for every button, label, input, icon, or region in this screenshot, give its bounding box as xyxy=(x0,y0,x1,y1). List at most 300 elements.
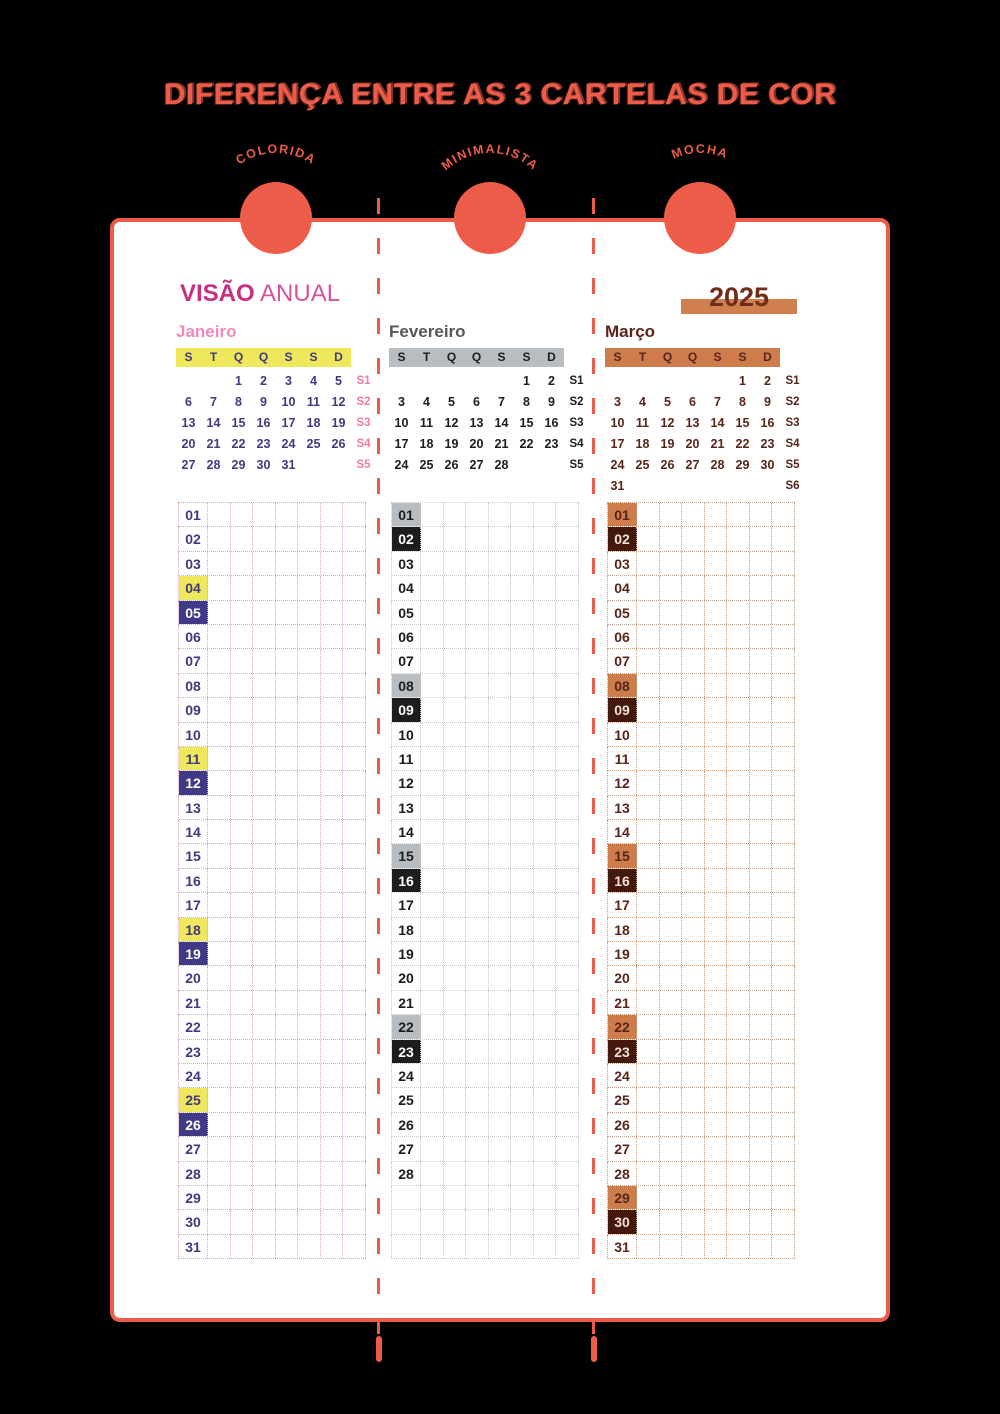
tracker-grid-cell xyxy=(444,942,467,965)
tracker-grid-cell xyxy=(298,698,321,721)
tracker-grid-cell xyxy=(511,966,534,989)
palette-tab-arc xyxy=(615,142,785,216)
mini-calendar-day-cell: 16 xyxy=(760,416,775,430)
tracker-grid-cell xyxy=(534,820,557,843)
day-row xyxy=(391,966,579,990)
tracker-grid-cell xyxy=(637,893,660,916)
tracker-grid-cell xyxy=(444,844,467,867)
mini-calendar-day-cell: 29 xyxy=(231,458,246,472)
mini-calendar xyxy=(389,371,589,476)
tracker-grid-cell xyxy=(637,552,660,575)
tracker-grid-cell xyxy=(727,649,750,672)
mini-calendar-day-cell: 3 xyxy=(398,395,405,409)
tracker-grid-cell xyxy=(253,771,276,794)
day-number-cell: 13 xyxy=(392,796,421,819)
tracker-grid-cell xyxy=(276,576,299,599)
tracker-grid-cell xyxy=(444,1162,467,1185)
day-number-cell: 10 xyxy=(179,723,208,746)
week-number-label: S2 xyxy=(569,396,584,408)
tracker-grid-cell xyxy=(705,1113,728,1136)
mini-calendar-day-cell: 11 xyxy=(306,395,321,409)
day-number-cell: 12 xyxy=(392,771,421,794)
mini-calendar-day-cell: 19 xyxy=(331,416,346,430)
day-number-cell: 07 xyxy=(392,649,421,672)
tracker-grid-cell xyxy=(534,942,557,965)
tracker-grid-cell xyxy=(534,1137,557,1160)
tracker-grid-cell xyxy=(208,1088,231,1111)
day-number-cell: 23 xyxy=(179,1040,208,1063)
tracker-grid-cell xyxy=(231,527,254,550)
tracker-grid-cell xyxy=(556,649,579,672)
tracker-grid-cell xyxy=(534,1088,557,1111)
day-row xyxy=(178,503,366,527)
tracker-grid-cell xyxy=(682,674,705,697)
day-number-cell: 09 xyxy=(608,698,637,721)
tracker-grid-cell xyxy=(231,552,254,575)
tracker-grid-cell xyxy=(466,1137,489,1160)
tracker-grid-cell xyxy=(231,576,254,599)
day-row xyxy=(178,771,366,795)
tracker-grid-cell xyxy=(556,820,579,843)
tracker-grid-cell xyxy=(534,796,557,819)
mini-calendar-day-cell: 26 xyxy=(331,437,346,451)
tracker-grid-cell xyxy=(466,601,489,624)
panel-divider-right xyxy=(592,198,595,1338)
tracker-grid-cell xyxy=(489,1162,512,1185)
tracker-grid-cell xyxy=(208,1015,231,1038)
mini-calendar-day-cell: 17 xyxy=(610,437,625,451)
tracker-grid-cell xyxy=(511,527,534,550)
tracker-grid-cell xyxy=(534,649,557,672)
tracker-grid-cell xyxy=(321,1235,344,1258)
tracker-grid-cell xyxy=(772,1186,795,1209)
day-number-cell: 04 xyxy=(608,576,637,599)
tracker-grid-cell xyxy=(534,1235,557,1258)
tracker-grid-cell xyxy=(750,527,773,550)
day-number-cell: 04 xyxy=(392,576,421,599)
tracker-grid-cell xyxy=(660,625,683,648)
tracker-grid-cell xyxy=(466,625,489,648)
tracker-grid-cell xyxy=(772,649,795,672)
tracker-grid-cell xyxy=(660,649,683,672)
tracker-grid-cell xyxy=(466,820,489,843)
tracker-grid-cell xyxy=(682,771,705,794)
tracker-grid-cell xyxy=(444,552,467,575)
tracker-grid-cell xyxy=(208,942,231,965)
mini-calendar-week-row xyxy=(605,413,805,434)
tracker-grid-cell xyxy=(444,625,467,648)
tracker-grid-cell xyxy=(276,844,299,867)
mini-calendar-day-cell: 28 xyxy=(494,458,509,472)
mini-calendar-day-cell: 26 xyxy=(660,458,675,472)
mini-calendar-day-cell xyxy=(514,455,539,476)
tracker-grid-cell xyxy=(660,991,683,1014)
tracker-grid-cell xyxy=(421,1162,444,1185)
day-row xyxy=(607,601,795,625)
tracker-grid-cell xyxy=(343,918,366,941)
day-number-cell: 03 xyxy=(179,552,208,575)
tracker-grid-cell xyxy=(750,503,773,526)
day-row xyxy=(178,747,366,771)
day-row xyxy=(178,625,366,649)
tracker-grid-cell xyxy=(772,576,795,599)
tracker-grid-cell xyxy=(208,771,231,794)
tracker-grid-cell xyxy=(489,1040,512,1063)
tracker-grid-cell xyxy=(466,1186,489,1209)
tracker-grid-cell xyxy=(682,503,705,526)
tracker-grid-cell xyxy=(682,844,705,867)
tracker-grid-cell xyxy=(750,918,773,941)
tracker-grid-cell xyxy=(321,844,344,867)
day-row xyxy=(178,1186,366,1210)
day-number-cell: 01 xyxy=(608,503,637,526)
tracker-grid-cell xyxy=(276,723,299,746)
tracker-grid-cell xyxy=(343,844,366,867)
tracker-grid-cell xyxy=(511,796,534,819)
tracker-grid-cell xyxy=(276,747,299,770)
tracker-grid-cell xyxy=(276,820,299,843)
tracker-grid-cell xyxy=(556,991,579,1014)
week-number-label: S4 xyxy=(569,438,584,450)
day-number-cell: 22 xyxy=(179,1015,208,1038)
mini-calendar-day-cell: 2 xyxy=(260,374,267,388)
tracker-grid-cell xyxy=(534,966,557,989)
tracker-grid-cell xyxy=(705,869,728,892)
mini-calendar-day-cell: 11 xyxy=(635,416,650,430)
tracker-grid-cell xyxy=(208,576,231,599)
tracker-grid-cell xyxy=(466,771,489,794)
day-number-cell: 20 xyxy=(608,966,637,989)
tracker-grid-cell xyxy=(682,1088,705,1111)
day-number-cell xyxy=(392,1186,421,1209)
tracker-grid-cell xyxy=(660,1040,683,1063)
tracker-grid-cell xyxy=(253,1210,276,1233)
tracker-grid-cell xyxy=(750,1186,773,1209)
tracker-grid-cell xyxy=(298,771,321,794)
tracker-grid-cell xyxy=(253,552,276,575)
mini-calendar-day-cell: 10 xyxy=(610,416,625,430)
tracker-grid-cell xyxy=(511,771,534,794)
weekday-cell: D xyxy=(755,348,780,367)
tracker-grid-cell xyxy=(556,1040,579,1063)
tracker-grid-cell xyxy=(298,918,321,941)
tracker-grid-cell xyxy=(321,918,344,941)
tracker-grid-cell xyxy=(750,698,773,721)
mini-calendar-day-cell: 12 xyxy=(660,416,675,430)
day-number-cell: 26 xyxy=(179,1113,208,1136)
day-row xyxy=(391,747,579,771)
tracker-grid-cell xyxy=(489,503,512,526)
tracker-grid-cell xyxy=(556,625,579,648)
tracker-grid-cell xyxy=(489,1210,512,1233)
day-row xyxy=(607,527,795,551)
tracker-grid-cell xyxy=(772,503,795,526)
palette-tab-label: MOCHA xyxy=(669,141,731,162)
tracker-grid-cell xyxy=(556,893,579,916)
tracker-grid-cell xyxy=(343,1088,366,1111)
tracker-grid-cell xyxy=(208,1113,231,1136)
tracker-grid-cell xyxy=(489,966,512,989)
mini-calendar-day-cell: 12 xyxy=(331,395,346,409)
mini-calendar-week-row xyxy=(389,413,589,434)
mini-calendar-day-cell: 31 xyxy=(281,458,296,472)
tracker-grid-cell xyxy=(705,918,728,941)
tracker-grid-cell xyxy=(489,674,512,697)
tracker-grid-cell xyxy=(298,625,321,648)
tracker-grid-cell xyxy=(682,747,705,770)
tracker-grid-cell xyxy=(231,1015,254,1038)
day-row xyxy=(178,1088,366,1112)
tracker-grid-cell xyxy=(421,893,444,916)
day-row xyxy=(178,698,366,722)
day-number-cell: 30 xyxy=(608,1210,637,1233)
day-number-cell: 01 xyxy=(179,503,208,526)
weekday-cell: S xyxy=(730,348,755,367)
day-row xyxy=(607,1088,795,1112)
weekday-header xyxy=(605,348,805,367)
tracker-grid-cell xyxy=(253,1088,276,1111)
mini-calendar-day-cell: 1 xyxy=(235,374,242,388)
tracker-grid-cell xyxy=(208,1137,231,1160)
tracker-grid-cell xyxy=(660,796,683,819)
tracker-grid-cell xyxy=(276,918,299,941)
tracker-grid-cell xyxy=(772,674,795,697)
tracker-grid-cell xyxy=(750,552,773,575)
tracker-grid-cell xyxy=(421,698,444,721)
tracker-grid-cell xyxy=(727,1137,750,1160)
day-row xyxy=(178,991,366,1015)
tracker-grid-cell xyxy=(489,698,512,721)
day-row xyxy=(178,844,366,868)
tracker-grid-cell xyxy=(772,527,795,550)
year-badge xyxy=(681,282,797,314)
tracker-grid-cell xyxy=(556,527,579,550)
tracker-grid-cell xyxy=(511,1235,534,1258)
day-number-cell: 31 xyxy=(608,1235,637,1258)
tracker-grid-cell xyxy=(705,942,728,965)
annual-view-card xyxy=(110,218,890,1322)
tracker-grid-cell xyxy=(750,674,773,697)
day-number-cell: 13 xyxy=(608,796,637,819)
tracker-grid-cell xyxy=(343,1040,366,1063)
mini-calendar-day-cell: 21 xyxy=(494,437,509,451)
day-number-cell: 25 xyxy=(608,1088,637,1111)
day-row xyxy=(391,942,579,966)
mini-calendar-week-row xyxy=(176,392,376,413)
day-number-cell: 27 xyxy=(179,1137,208,1160)
tracker-grid-cell xyxy=(208,1210,231,1233)
tracker-grid-cell xyxy=(772,1137,795,1160)
tracker-grid-cell xyxy=(208,601,231,624)
tracker-grid-cell xyxy=(534,576,557,599)
tracker-grid-cell xyxy=(637,747,660,770)
tracker-grid-cell xyxy=(727,991,750,1014)
tracker-grid-cell xyxy=(421,1235,444,1258)
tracker-grid-cell xyxy=(705,747,728,770)
tracker-grid-cell xyxy=(421,527,444,550)
mini-calendar-day-cell: 21 xyxy=(710,437,725,451)
tracker-grid-cell xyxy=(253,869,276,892)
tracker-grid-cell xyxy=(298,1210,321,1233)
tracker-grid-cell xyxy=(682,893,705,916)
day-row xyxy=(391,649,579,673)
tracker-grid-cell xyxy=(727,576,750,599)
tracker-grid-cell xyxy=(705,771,728,794)
tracker-grid-cell xyxy=(466,1113,489,1136)
tracker-grid-cell xyxy=(489,747,512,770)
tracker-grid-cell xyxy=(660,918,683,941)
tracker-grid-cell xyxy=(466,698,489,721)
tracker-grid-cell xyxy=(489,796,512,819)
tracker-grid-cell xyxy=(276,552,299,575)
mini-calendar-day-cell: 9 xyxy=(548,395,555,409)
weekday-cell: D xyxy=(539,348,564,367)
weekday-cell: S xyxy=(301,348,326,367)
tracker-grid-cell xyxy=(321,771,344,794)
day-number-cell: 04 xyxy=(179,576,208,599)
tracker-grid-cell xyxy=(750,649,773,672)
tracker-grid-cell xyxy=(298,1113,321,1136)
day-row xyxy=(391,1210,579,1234)
tracker-grid-cell xyxy=(511,1113,534,1136)
tracker-grid-cell xyxy=(534,527,557,550)
tracker-grid-cell xyxy=(276,1064,299,1087)
tracker-grid-cell xyxy=(421,552,444,575)
tracker-grid-cell xyxy=(750,991,773,1014)
tracker-grid-cell xyxy=(253,1137,276,1160)
palette-tab-label: MINIMALISTA xyxy=(438,141,542,174)
tracker-grid-cell xyxy=(772,625,795,648)
tracker-grid-cell xyxy=(466,1210,489,1233)
day-list xyxy=(391,502,579,1259)
tracker-grid-cell xyxy=(534,674,557,697)
tracker-grid-cell xyxy=(444,698,467,721)
tracker-grid-cell xyxy=(727,869,750,892)
mini-calendar-day-cell xyxy=(176,371,201,392)
day-row xyxy=(607,771,795,795)
tracker-grid-cell xyxy=(511,1064,534,1087)
tracker-grid-cell xyxy=(321,820,344,843)
tracker-grid-cell xyxy=(682,552,705,575)
tracker-grid-cell xyxy=(705,820,728,843)
mini-calendar-day-cell: 20 xyxy=(685,437,700,451)
day-row xyxy=(391,1186,579,1210)
tracker-grid-cell xyxy=(637,649,660,672)
tracker-grid-cell xyxy=(298,527,321,550)
tracker-grid-cell xyxy=(231,503,254,526)
tracker-grid-cell xyxy=(556,698,579,721)
mini-calendar-week-row xyxy=(605,371,805,392)
week-number-label: S4 xyxy=(785,438,800,450)
tracker-grid-cell xyxy=(682,1064,705,1087)
week-number-label: S6 xyxy=(785,480,800,492)
day-number-cell: 24 xyxy=(392,1064,421,1087)
palette-tab-label: COLORIDA xyxy=(233,141,319,168)
tracker-grid-cell xyxy=(660,527,683,550)
day-row xyxy=(178,649,366,673)
day-row xyxy=(607,503,795,527)
day-number-cell: 11 xyxy=(608,747,637,770)
mini-calendar-week-row xyxy=(605,455,805,476)
tracker-grid-cell xyxy=(253,1235,276,1258)
day-row xyxy=(607,869,795,893)
tracker-grid-cell xyxy=(276,991,299,1014)
tracker-grid-cell xyxy=(343,674,366,697)
tracker-grid-cell xyxy=(489,723,512,746)
tracker-grid-cell xyxy=(637,527,660,550)
tracker-grid-cell xyxy=(556,796,579,819)
mini-calendar-day-cell xyxy=(539,455,564,476)
week-number-label: S5 xyxy=(785,459,800,471)
tracker-grid-cell xyxy=(682,527,705,550)
tracker-grid-cell xyxy=(556,1235,579,1258)
mini-calendar-day-cell: 23 xyxy=(256,437,271,451)
day-row xyxy=(607,1186,795,1210)
tracker-grid-cell xyxy=(231,844,254,867)
tracker-grid-cell xyxy=(556,1162,579,1185)
tracker-grid-cell xyxy=(444,893,467,916)
tracker-grid-cell xyxy=(343,625,366,648)
tracker-grid-cell xyxy=(444,1113,467,1136)
mini-calendar-day-cell: 15 xyxy=(231,416,246,430)
day-row xyxy=(391,698,579,722)
tracker-grid-cell xyxy=(750,625,773,648)
day-number-cell: 28 xyxy=(608,1162,637,1185)
tracker-grid-cell xyxy=(276,698,299,721)
tracker-grid-cell xyxy=(421,869,444,892)
tracker-grid-cell xyxy=(298,723,321,746)
tracker-grid-cell xyxy=(276,1210,299,1233)
tracker-grid-cell xyxy=(343,796,366,819)
tracker-grid-cell xyxy=(511,1088,534,1111)
tracker-grid-cell xyxy=(637,1015,660,1038)
tracker-grid-cell xyxy=(298,576,321,599)
mini-calendar-day-cell: 2 xyxy=(548,374,555,388)
mini-calendar-day-cell: 6 xyxy=(185,395,192,409)
day-row xyxy=(391,1088,579,1112)
mini-calendar-day-cell: 21 xyxy=(206,437,221,451)
mini-calendar-week-row xyxy=(605,392,805,413)
week-number-label: S5 xyxy=(569,459,584,471)
tracker-grid-cell xyxy=(727,747,750,770)
tracker-grid-cell xyxy=(276,527,299,550)
tracker-grid-cell xyxy=(444,747,467,770)
tracker-grid-cell xyxy=(208,552,231,575)
tracker-grid-cell xyxy=(321,893,344,916)
tracker-grid-cell xyxy=(750,1064,773,1087)
tracker-grid-cell xyxy=(556,1186,579,1209)
tracker-grid-cell xyxy=(772,796,795,819)
tracker-grid-cell xyxy=(511,723,534,746)
day-number-cell: 18 xyxy=(608,918,637,941)
tracker-grid-cell xyxy=(705,1015,728,1038)
day-row xyxy=(391,918,579,942)
tracker-grid-cell xyxy=(534,991,557,1014)
day-row xyxy=(391,1137,579,1161)
tracker-grid-cell xyxy=(444,771,467,794)
day-number-cell: 22 xyxy=(608,1015,637,1038)
tracker-grid-cell xyxy=(298,942,321,965)
day-row xyxy=(391,576,579,600)
tracker-grid-cell xyxy=(511,918,534,941)
mini-calendar-day-cell: 20 xyxy=(181,437,196,451)
tracker-grid-cell xyxy=(637,1210,660,1233)
tracker-grid-cell xyxy=(321,527,344,550)
day-row xyxy=(607,942,795,966)
tracker-grid-cell xyxy=(750,771,773,794)
tracker-grid-cell xyxy=(298,649,321,672)
day-row xyxy=(391,820,579,844)
